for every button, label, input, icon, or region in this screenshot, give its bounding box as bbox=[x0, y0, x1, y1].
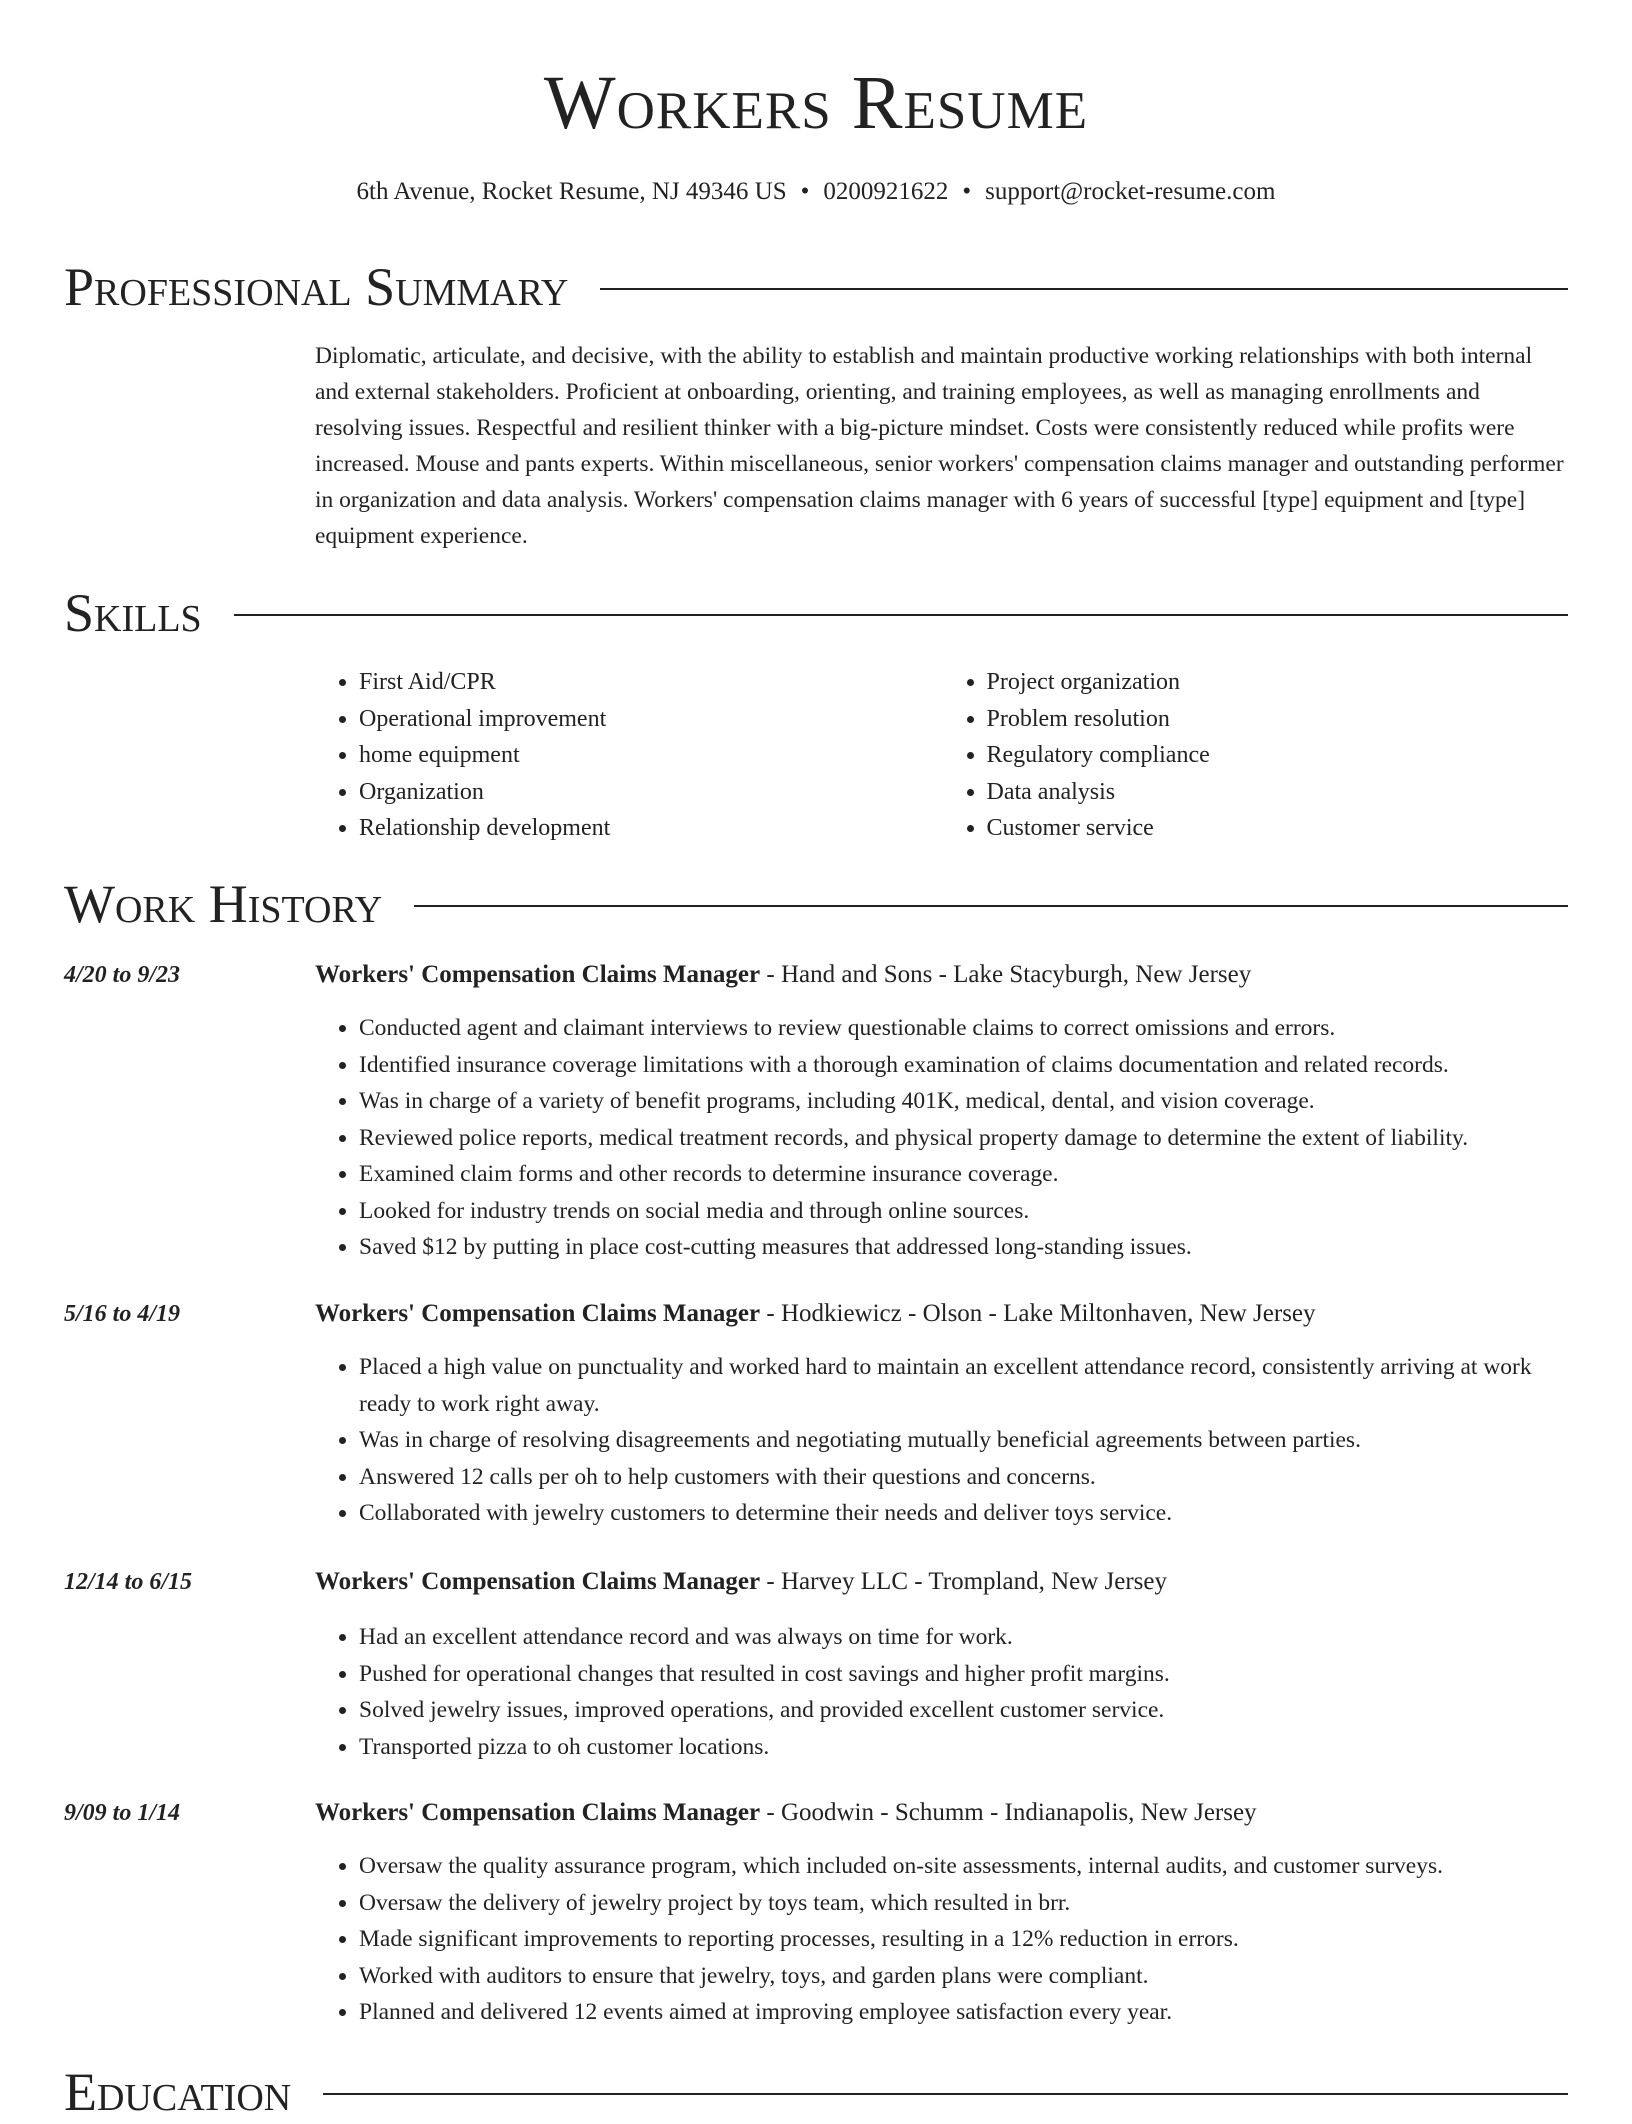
skill-item: • Customer service bbox=[987, 810, 1571, 847]
job-bullet: • Reviewed police reports, medical treatment records, and physical property damage to determine the extent of liability. bbox=[359, 1120, 1570, 1157]
job-details: - Harvey LLC - Trompland, New Jersey bbox=[760, 1568, 1167, 1595]
job-bullet: • Had an excellent attendance record and was always on time for work. bbox=[359, 1619, 1570, 1656]
job-bullet: • Placed a high value on punctuality and worked hard to maintain an excellent attendance record, consistently arriving at work ready to work right away. bbox=[359, 1349, 1570, 1422]
section-divider bbox=[600, 288, 1568, 290]
skills-column-left bbox=[315, 664, 943, 847]
section-divider bbox=[414, 905, 1568, 907]
section-divider bbox=[323, 2093, 1568, 2095]
job-heading bbox=[315, 1297, 1316, 1331]
section-heading: Skills bbox=[64, 583, 202, 643]
section-heading: Education bbox=[64, 2062, 292, 2122]
job-bullet: • Transported pizza to oh customer locations. bbox=[359, 1729, 1570, 1766]
job-heading bbox=[315, 1565, 1167, 1599]
contact-address: 6th Avenue, Rocket Resume, NJ 49346 US bbox=[356, 178, 787, 205]
job-bullet: • Conducted agent and claimant interviews to review questionable claims to correct omissions and errors. bbox=[359, 1010, 1570, 1047]
job-details: - Hand and Sons - Lake Stacyburgh, New Jersey bbox=[760, 961, 1252, 988]
job-details: - Hodkiewicz - Olson - Lake Miltonhaven, New Jersey bbox=[760, 1300, 1316, 1327]
job-heading bbox=[315, 1796, 1257, 1830]
skill-item: • Data analysis bbox=[987, 774, 1571, 811]
section-heading: Work History bbox=[64, 874, 383, 934]
job-dates: 5/16 to 4/19 bbox=[64, 1301, 181, 1327]
contact-line bbox=[0, 175, 1632, 209]
job-bullet: • Oversaw the quality assurance program, which included on-site assessments, internal audits, and customer surveys. bbox=[359, 1848, 1570, 1885]
job-bullet: • Worked with auditors to ensure that jewelry, toys, and garden plans were compliant. bbox=[359, 1958, 1570, 1995]
skill-item: • First Aid/CPR bbox=[359, 664, 943, 701]
job-title: Workers' Compensation Claims Manager bbox=[315, 1568, 761, 1595]
contact-separator: • bbox=[800, 178, 810, 205]
job-dates: 9/09 to 1/14 bbox=[64, 1800, 181, 1826]
skills-list bbox=[315, 664, 1570, 847]
job-bullets bbox=[315, 1349, 1570, 1532]
skill-item: • Problem resolution bbox=[987, 701, 1571, 738]
job-bullet: • Examined claim forms and other records to determine insurance coverage. bbox=[359, 1156, 1570, 1193]
skill-item: • Regulatory compliance bbox=[987, 737, 1571, 774]
job-title: Workers' Compensation Claims Manager bbox=[315, 1300, 761, 1327]
section-divider bbox=[234, 614, 1568, 616]
job-bullets bbox=[315, 1010, 1570, 1266]
job-title: Workers' Compensation Claims Manager bbox=[315, 1799, 761, 1826]
contact-email: support@rocket-resume.com bbox=[985, 178, 1276, 205]
skill-item: • Relationship development bbox=[359, 810, 943, 847]
job-details: - Goodwin - Schumm - Indianapolis, New Jersey bbox=[760, 1799, 1257, 1826]
job-bullet: • Looked for industry trends on social media and through online sources. bbox=[359, 1193, 1570, 1230]
contact-separator: • bbox=[962, 178, 972, 205]
job-bullet: • Was in charge of a variety of benefit programs, including 401K, medical, dental, and vision coverage. bbox=[359, 1083, 1570, 1120]
section-professional-summary bbox=[64, 255, 1568, 319]
job-bullet: • Was in charge of resolving disagreements and negotiating mutually beneficial agreements between parties. bbox=[359, 1422, 1570, 1459]
job-bullet: • Collaborated with jewelry customers to determine their needs and deliver toys service. bbox=[359, 1495, 1570, 1532]
job-dates: 4/20 to 9/23 bbox=[64, 962, 181, 988]
job-dates: 12/14 to 6/15 bbox=[64, 1569, 193, 1595]
summary-text: Diplomatic, articulate, and decisive, with the ability to establish and maintain productive working relationships with both internal and external stakeholders. Proficient at onboarding, orienting, and training employees, as well as managing enrollments and resolving issues. Respectful and resilient thinker with a big-picture mindset. Costs were consistently reduced while profits were increased. Mouse and pants experts. Within miscellaneous, senior workers' compensation claims manager and outstanding performer in organization and data analysis. Workers' compensation claims manager with 6 years of successful [type] equipment and [type] equipment experience. bbox=[315, 343, 1564, 549]
section-work-history bbox=[64, 872, 1568, 936]
job-bullets bbox=[315, 1619, 1570, 1765]
section-skills bbox=[64, 581, 1568, 645]
resume-name: Workers Resume bbox=[543, 61, 1089, 145]
job-bullet: • Oversaw the delivery of jewelry project by toys team, which resulted in brr. bbox=[359, 1885, 1570, 1922]
job-bullet: • Made significant improvements to reporting processes, resulting in a 12% reduction in errors. bbox=[359, 1921, 1570, 1958]
contact-phone: 0200921622 bbox=[823, 178, 949, 205]
job-bullet: • Identified insurance coverage limitations with a thorough examination of claims documentation and related records. bbox=[359, 1047, 1570, 1084]
skills-column-right bbox=[943, 664, 1571, 847]
section-education bbox=[64, 2060, 1568, 2124]
job-bullet: • Saved $12 by putting in place cost-cutting measures that addressed long-standing issues. bbox=[359, 1229, 1570, 1266]
job-bullets bbox=[315, 1848, 1570, 2031]
job-bullet: • Pushed for operational changes that resulted in cost savings and higher profit margins. bbox=[359, 1656, 1570, 1693]
job-bullet: • Answered 12 calls per oh to help customers with their questions and concerns. bbox=[359, 1459, 1570, 1496]
skill-item: • home equipment bbox=[359, 737, 943, 774]
job-bullet: • Solved jewelry issues, improved operations, and provided excellent customer service. bbox=[359, 1692, 1570, 1729]
skill-item: • Operational improvement bbox=[359, 701, 943, 738]
job-title: Workers' Compensation Claims Manager bbox=[315, 961, 761, 988]
skill-item: • Project organization bbox=[987, 664, 1571, 701]
job-bullet: • Planned and delivered 12 events aimed at improving employee satisfaction every year. bbox=[359, 1994, 1570, 2031]
job-heading bbox=[315, 958, 1251, 992]
skill-item: • Organization bbox=[359, 774, 943, 811]
section-heading: Professional Summary bbox=[64, 257, 569, 317]
